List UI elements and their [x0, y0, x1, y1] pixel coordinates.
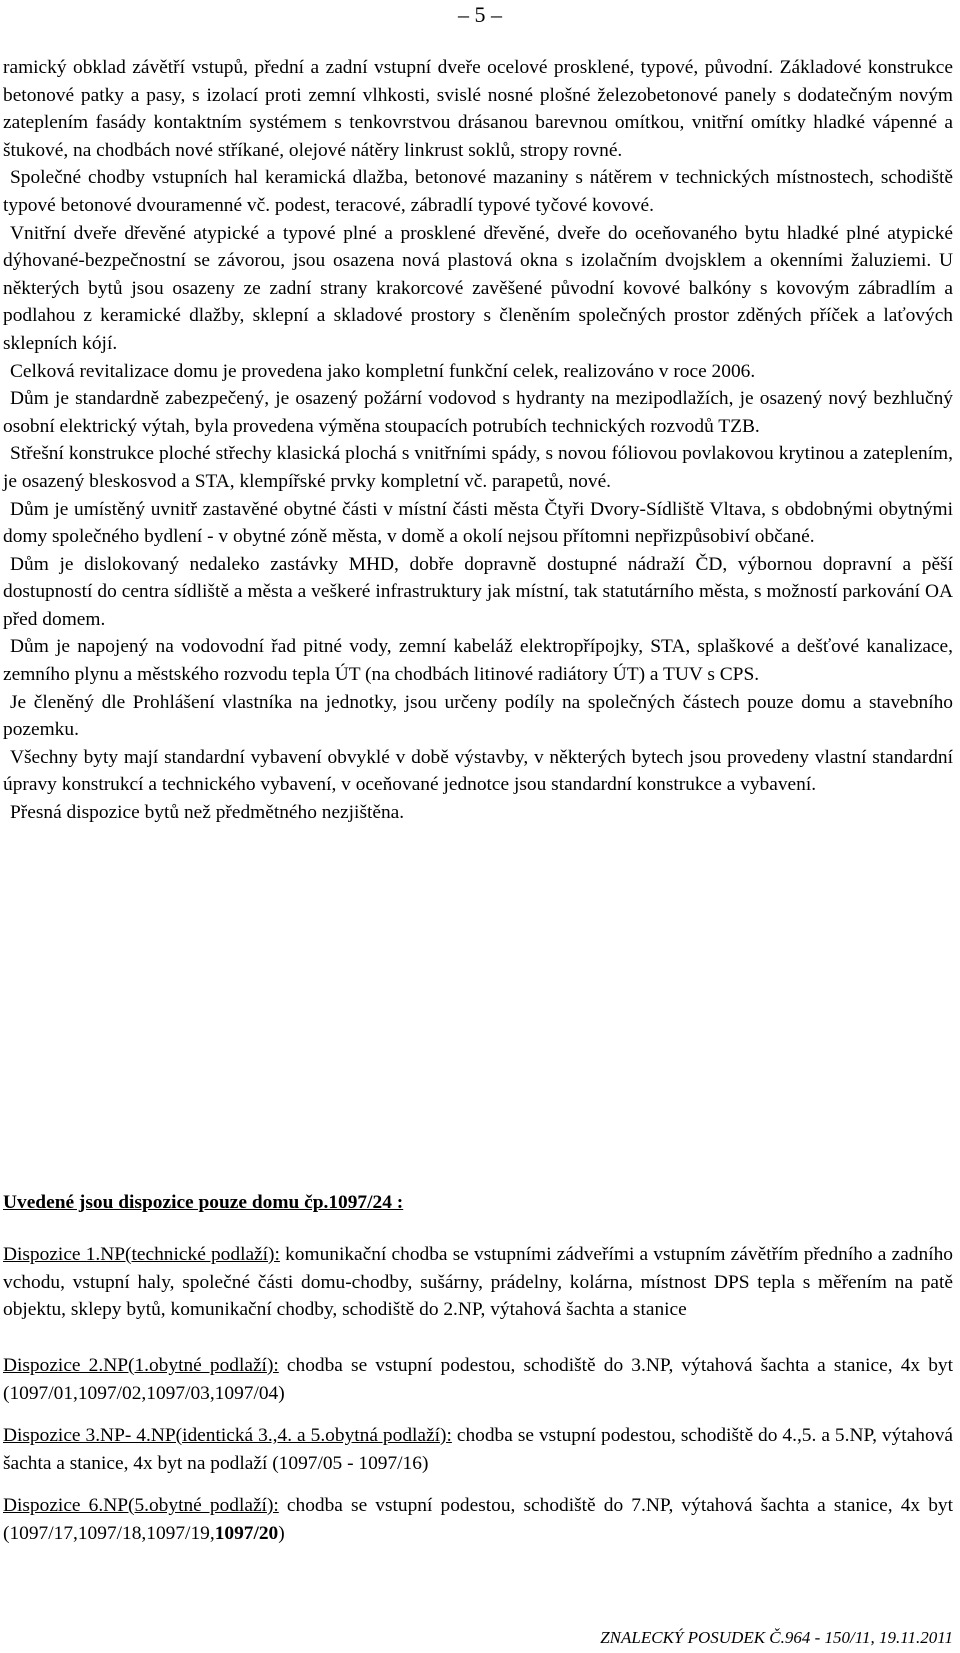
paragraph-security: Dům je standardně zabezpečený, je osazený požární vodovod s hydranty na mezipodlažích, je osazený nový bezhlučný osobní elektrický výtah, byla provedena výměna stoupacích potrubích technických rozvodů TZB. — [3, 388, 953, 437]
disposition-highlight: 1097/20 — [214, 1522, 279, 1544]
disposition-text: chodba se vstupní podestou, schodiště do 3.NP, výtahová šachta a stanice, 4x byt (1097/01,1097/02,1097/03,1097/04) — [3, 1355, 953, 1404]
disposition-3np-4np — [3, 1422, 953, 1477]
disposition-label: Dispozice 3.NP- 4.NP(identická 3.,4. a 5.obytná podlaží): — [3, 1425, 452, 1446]
disposition-label: Dispozice 1.NP(technické podlaží): — [3, 1244, 280, 1265]
disposition-label: Dispozice 2.NP(1.obytné podlaží): — [3, 1355, 279, 1376]
paragraph-transport: Dům je dislokovaný nedaleko zastávky MHD, dobře dopravně dostupné nádraží ČD, výbornou dopravní a pěší dostupností do centra sídliště a města a veškeré infrastruktury jak místní, tak statutárního města, s možností parkování OA před domem. — [3, 553, 953, 630]
paragraph-utilities: Dům je napojený na vodovodní řad pitné vody, zemní kabeláž elektropřípojky, STA, splaškové a dešťové kanalizace, zemního plynu a městského rozvodu tepla ÚT (na chodbách litinové radiátory ÚT) a TUV s CPS. — [3, 636, 953, 686]
footer-document-id: ZNALECKÝ POSUDEK Č.964 - 150/11, 19.11.2011 — [600, 1628, 953, 1647]
paragraph-roof: Střešní konstrukce ploché střechy klasická plochá s vnitřními spády, s novou fóliovou povlakovou krytinou a zateplením, je osazený bleskosvod a STA, klempířské prvky kompletní vč. parapetů, nové. — [3, 443, 953, 492]
paragraph-common-corridors: Společné chodby vstupních hal keramická dlažba, betonové mazaniny s nátěrem v technických místnostech, schodiště typové betonové dvouramenné vč. podest, teracové, zábradlí typové tyčové kovové. — [3, 167, 953, 216]
disposition-text: chodba se vstupní podestou, schodiště do 7.NP, výtahová šachta a stanice, 4x byt (1097/17,1097/18,1097/19, — [3, 1495, 953, 1544]
paragraph-construction: ramický obklad závětří vstupů, přední a zadní vstupní dveře ocelové prosklené, typové, původní. Základové konstrukce betonové patky a pasy, s izolací proti zemní vlhkosti, svislé nosné plošné železobetonové panely s dodatečným novým zateplením fasády kontaktním systémem s tenkovrstvou drásanou barevnou omítkou, vnitřní omítky hladké vápenné a štukové, na chodbách nové stříkané, olejové nátěry linkrust soklů, stropy rovné. — [3, 57, 953, 161]
paragraph-equipment: Všechny byty mají standardní vybavení obvyklé v době výstavby, v některých bytech jsou provedeny vlastní standardní úpravy konstrukcí a technického vybavení, v oceňované jednotce jsou standardní konstrukce a vybavení. — [3, 746, 953, 796]
paragraph-ownership: Je členěný dle Prohlášení vlastníka na jednotky, jsou určeny podíly na společných částech pouze domu a stavebního pozemku. — [3, 691, 953, 741]
body-text — [3, 54, 953, 827]
disposition-text: chodba se vstupní podestou, schodiště do 4.,5. a 5.NP, výtahová šachta a stanice, 4x byt na podlaží (1097/05 - 1097/16) — [3, 1425, 953, 1474]
disposition-text: komunikační chodba se vstupními zádveřími a vstupním závětřím předního a zadního vchodu, vstupní haly, společné části domu-chodby, sušárny, prádelny, kolárna, místnost DPS tepla s měřením na patě objektu, sklepy bytů, komunikační chodby, schodiště do 2.NP, výtahová šachta a stanice — [3, 1244, 953, 1321]
section-heading: Uvedené jsou dispozice pouze domu čp.1097/24 : — [3, 1192, 404, 1213]
disposition-6np — [3, 1492, 953, 1547]
disposition-text-end: ) — [278, 1522, 285, 1544]
disposition-label: Dispozice 6.NP(5.obytné podlaží): — [3, 1495, 279, 1516]
disposition-2np — [3, 1352, 953, 1407]
page-number: – 5 – — [458, 2, 502, 27]
disposition-1np — [3, 1241, 953, 1324]
paragraph-revitalization: Celková revitalizace domu je provedena jako kompletní funkční celek, realizováno v roce 2006. — [10, 360, 756, 382]
paragraph-disposition-note: Přesná dispozice bytů než předmětného nezjištěna. — [10, 802, 405, 824]
paragraph-location: Dům je umístěný uvnitř zastavěné obytné části v místní části města Čtyři Dvory-Sídliště Vltava, s obdobnými obytnými domy společného bydlení - v obytné zóně města, v domě a okolí nejsou přítomni nepřizpůsobiví občané. — [3, 498, 953, 548]
paragraph-interior-doors: Vnitřní dveře dřevěné atypické a typové plné a prosklené dřevěné, dveře do oceňovaného bytu hladké plné atypické dýhované-bezpečnostní se závorou, jsou osazena nová plastová okna s izolačním dvojsklem a okenními žaluziemi. U některých bytů jsou osazeny ze zadní strany krakorcové zavěšené původní kovové balkóny s kovovým zábradlím a podlahou z keramické dlažby, sklepní a skladové prostory s členěním společných prostor zděných příček a laťových sklepních kójí. — [3, 222, 953, 354]
